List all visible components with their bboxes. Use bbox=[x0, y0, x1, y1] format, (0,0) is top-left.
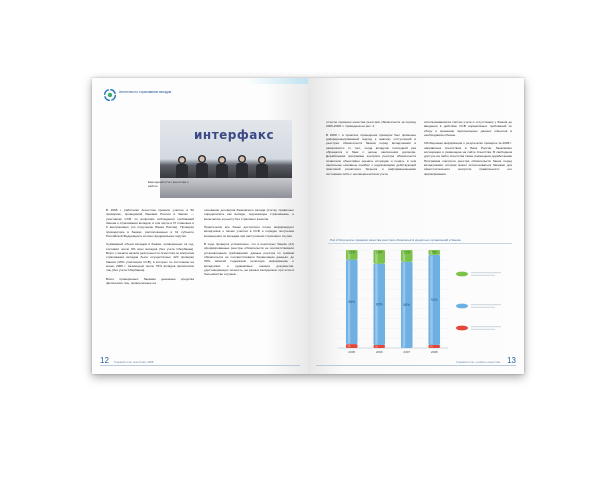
data-label: 5% bbox=[431, 250, 437, 255]
data-label: 88% bbox=[403, 303, 410, 308]
paragraph: Суммарный объем вкладов в банках, проверенных за год, составил около 9% всех вкладов (без учета Сбербанка). Всего с начала начала деятельности Агентства по вопросам страхования вкладов было осуществлено 423 проверки банков (46% участников ССВ), в которых по состоянию на конец 2008 г. размещено около 76% вкладов физических лиц (без учета Сбербанка). bbox=[106, 242, 194, 273]
legend-swatch bbox=[456, 326, 468, 331]
legend-swatch bbox=[456, 304, 468, 309]
paragraph: Практически все банки достаточно полно информируют вкладчиков о своем участии в ССВ и порядке получения возмещения по вкладам при наступлении страхового случая. bbox=[204, 225, 294, 238]
page-number: 13 bbox=[507, 356, 516, 365]
bar-highlight bbox=[430, 346, 433, 348]
paragraph: отчетов проверок качества реестров обязательств за период 2005-2008 гг. приведена на рис. 2. bbox=[326, 120, 416, 129]
footer-text: Годовой отчет о работе агентства bbox=[456, 359, 500, 364]
legend-text-line bbox=[471, 304, 501, 305]
photo-sign-text: интерфакс bbox=[194, 128, 275, 142]
category-label: 2006 bbox=[375, 350, 383, 354]
stacked-bar-chart bbox=[330, 244, 510, 362]
data-label: 10% bbox=[348, 250, 355, 255]
header-accent-bar bbox=[244, 78, 308, 84]
data-label: 83% bbox=[376, 302, 383, 307]
left-column-1 bbox=[106, 208, 194, 290]
logo-text: Агентство по страхованию вкладов bbox=[119, 90, 172, 94]
right-page bbox=[308, 78, 524, 374]
category-label: 2008 bbox=[430, 350, 438, 354]
brochure-spread bbox=[92, 78, 524, 374]
left-column-2 bbox=[204, 208, 294, 281]
footer-divider bbox=[316, 365, 516, 366]
legend-text-line bbox=[471, 275, 495, 276]
paragraph: использовавшихся систем учета и отсутствием у банков до введения в действие ССВ нормативных требований по сбору и хранению персональных данных клиентов в необходимом объеме. bbox=[424, 120, 512, 138]
photo-caption: Ежегодный отчет агентства о работе bbox=[148, 180, 189, 188]
right-column-1 bbox=[326, 120, 416, 180]
footer-divider bbox=[100, 365, 300, 366]
legend-swatch bbox=[456, 272, 468, 277]
paragraph: В ходе проверок установлено, что в некоторых банках (41) сформированные реестры обязательств не соответствовали установленным требованиям: данные реестра по суммам обязательств не соответствовали балансовым данным, до 30% записей содержали неполную информацию о вкладчиках и одинаковые номера документов, удостоверяющих личность, на разных вкладчиков; при этом в большинстве случаев... bbox=[204, 242, 294, 277]
right-column-2 bbox=[424, 120, 512, 180]
logo-mark-icon bbox=[104, 89, 116, 101]
legend-text-line bbox=[471, 307, 495, 308]
chart-caption: Рис.2 Результаты проверки качества реестров обязательств кредитных организаций в банках bbox=[330, 238, 461, 242]
paragraph: Всего проверенных банками денежные средства физических лиц, привлеченные на bbox=[106, 276, 194, 286]
legend-text-line bbox=[471, 272, 501, 273]
data-label: 14% bbox=[376, 250, 383, 255]
paragraph: Обобщенная информация о результатах проверок за 2008 г. направлена Агентством в Банк России, банковские ассоциации и размещена на сайте Агентства. В свободном доступе на сайте Агентства также размещена доработанная Программа контроля реестра обязательств банка перед вкладчиками, которая может использоваться банками для самостоятельного контроля правильности его формирования. bbox=[424, 141, 512, 176]
legend-text-line bbox=[471, 329, 495, 330]
agency-logo bbox=[104, 89, 174, 103]
footer-text: Годовой отчет агентства, 2008 bbox=[114, 359, 154, 364]
page-number: 12 bbox=[100, 356, 109, 365]
bar-highlight bbox=[375, 346, 378, 348]
data-label: 12% bbox=[403, 250, 410, 255]
bar-highlight bbox=[348, 345, 351, 348]
legend-text-line bbox=[471, 326, 501, 327]
category-label: 2007 bbox=[403, 350, 411, 354]
data-label: 92% bbox=[431, 298, 438, 303]
paragraph: основании договоров банковского вклада (счета), правильно определялись как вклады, подлежащие страхованию, и включались в реестр без страховых взносов. bbox=[204, 208, 294, 221]
paragraph: В 2008 г. работники Агентства провели участие в 56 проверках, проводимой банками России в банках — участниках ССВ, по вопросам соблюдения требований Закона о страховании вкладов, в том числе в 37 плановых и 9 внеплановых (по поручению Банка России). Проверки проводились в банках, расположенных в 31 субъекте Российской Федерации и во всех федеральных округах. bbox=[106, 208, 194, 239]
data-label: 86% bbox=[348, 300, 355, 305]
paragraph: В 2008 г. в практике проведения проверок был применен дифференцированный подход к анализу отступлений в реестрах обязательств банков перед вкладчиками в зависимости от того, когда вкладчик последний раз обращался в банк с целью заключения договора. Дорабатывая программы контроля реестра обязательств позволило объективно оценить ситуацию и понять, в чем заключены основные ошибки: с надлежащими действующей практикой розничного бизнеса и информационными системами либо с несовершенством учета bbox=[326, 132, 416, 176]
left-page bbox=[92, 78, 308, 374]
category-label: 2005 bbox=[348, 350, 356, 354]
